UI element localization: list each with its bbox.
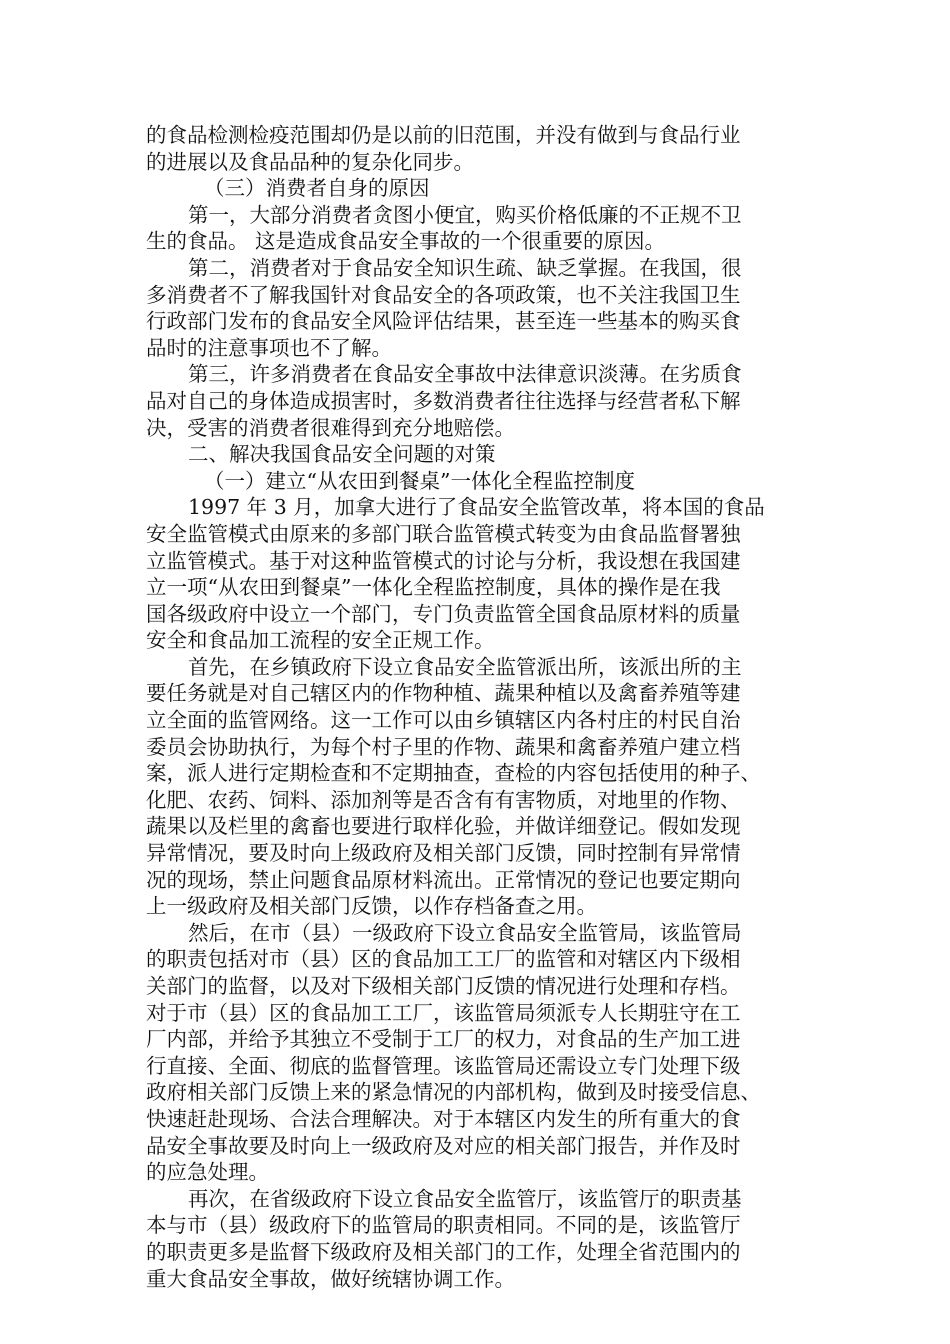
subsection-heading: （一）建立“从农田到餐桌”一体化全程监控制度: [204, 468, 635, 493]
body-text-line: 立一项“从农田到餐桌”一体化全程监控制度，具体的操作是在我: [146, 575, 721, 600]
body-text-line: 品对自己的身体造成损害时，多数消费者往往选择与经营者私下解: [146, 388, 741, 413]
body-text-line: 的职责包括对市（县）区的食品加工工厂的监管和对辖区内下级相: [146, 947, 741, 972]
body-text-line: 关部门的监督，以及对下级相关部门反馈的情况进行处理和存档。: [146, 974, 741, 998]
body-text-line: 决，受害的消费者很难得到充分地赔偿。: [146, 415, 515, 440]
body-text-line: 蔬果以及栏里的禽畜也要进行取样化验，并做详细登记。假如发现: [146, 814, 741, 839]
body-text-line: 快速赶赴现场、合法合理解决。对于本辖区内发生的所有重大的食: [146, 1106, 741, 1131]
body-text-line: 厂内部，并给予其独立不受制于工厂的权力，对食品的生产加工进: [146, 1027, 741, 1052]
body-text-line: 品安全事故要及时向上一级政府及对应的相关部门报告，并作及时: [146, 1133, 741, 1158]
body-text-line: 多消费者不了解我国针对食品安全的各项政策，也不关注我国卫生: [146, 282, 741, 307]
body-text-line: 的食品检测检疫范围却仍是以前的旧范围，并没有做到与食品行业: [146, 123, 741, 147]
body-text-line: 政府相关部门反馈上来的紧急情况的内部机构，做到及时接受信息、: [146, 1080, 761, 1105]
body-text-line: 安全和食品加工流程的安全正规工作。: [146, 628, 495, 653]
body-text-line: 重大食品安全事故，做好统辖协调工作。: [146, 1266, 515, 1291]
body-text-line: 化肥、农药、饲料、添加剂等是否含有有害物质，对地里的作物、: [146, 787, 741, 812]
body-text-line: 1997 年 3 月，加拿大进行了食品安全监管改革，将本国的食品: [188, 495, 765, 520]
body-text-line: 的应急处理。: [146, 1160, 269, 1185]
body-text-line: 行直接、全面、彻底的监督管理。该监管局还需设立专门处理下级: [146, 1053, 741, 1078]
subsection-heading: （三）消费者自身的原因: [204, 176, 430, 201]
body-text-line: 第二，消费者对于食品安全知识生疏、缺乏掌握。在我国，很: [188, 255, 742, 280]
body-text-line: 要任务就是对自己辖区内的作物种植、蔬果种植以及禽畜养殖等建: [146, 681, 741, 706]
section-heading: 二、解决我国食品安全问题的对策: [188, 442, 496, 467]
body-text-line: 对于市（县）区的食品加工工厂，该监管局须派专人长期驻守在工: [146, 1000, 741, 1025]
body-text-line: 第三，许多消费者在食品安全事故中法律意识淡薄。在劣质食: [188, 362, 742, 387]
body-text-line: 立全面的监管网络。这一工作可以由乡镇辖区内各村庄的村民自治: [146, 708, 741, 733]
body-text-line: 立监管模式。基于对这种监管模式的讨论与分析，我设想在我国建: [146, 548, 741, 573]
body-text-line: 然后，在市（县）一级政府下设立食品安全监管局，该监管局: [188, 920, 742, 945]
body-text-line: 委员会协助执行，为每个村子里的作物、蔬果和禽畜养殖户建立档: [146, 734, 741, 759]
body-text-line: 生的食品。 这是造成食品安全事故的一个很重要的原因。: [146, 229, 666, 254]
body-text-line: 国各级政府中设立一个部门，专门负责监管全国食品原材料的质量: [146, 601, 741, 626]
body-text-line: 行政部门发布的食品安全风险评估结果，甚至连一些基本的购买食: [146, 309, 741, 334]
body-text-line: 品时的注意事项也不了解。: [146, 335, 392, 360]
body-text-line: 异常情况，要及时向上级政府及相关部门反馈，同时控制有异常情: [146, 841, 741, 866]
body-text-line: 案，派人进行定期检查和不定期抽查，查检的内容包括使用的种子、: [146, 761, 761, 786]
body-text-line: 本与市（县）级政府下的监管局的职责相同。不同的是，该监管厅: [146, 1213, 741, 1238]
body-text-line: 首先，在乡镇政府下设立食品安全监管派出所，该派出所的主: [188, 654, 742, 679]
body-text-line: 的进展以及食品品种的复杂化同步。: [146, 149, 474, 174]
body-text-line: 的职责更多是监督下级政府及相关部门的工作，处理全省范围内的: [146, 1239, 741, 1264]
body-text-line: 第一，大部分消费者贪图小便宜，购买价格低廉的不正规不卫: [188, 202, 742, 227]
body-text-line: 安全监管模式由原来的多部门联合监管模式转变为由食品监督署独: [146, 521, 741, 546]
body-text-line: 再次，在省级政府下设立食品安全监管厅，该监管厅的职责基: [188, 1186, 742, 1211]
document-page: [146, 122, 800, 1292]
body-text-line: 上一级政府及相关部门反馈，以作存档备查之用。: [146, 894, 597, 919]
body-text-line: 况的现场，禁止问题食品原材料流出。正常情况的登记也要定期向: [146, 867, 741, 892]
